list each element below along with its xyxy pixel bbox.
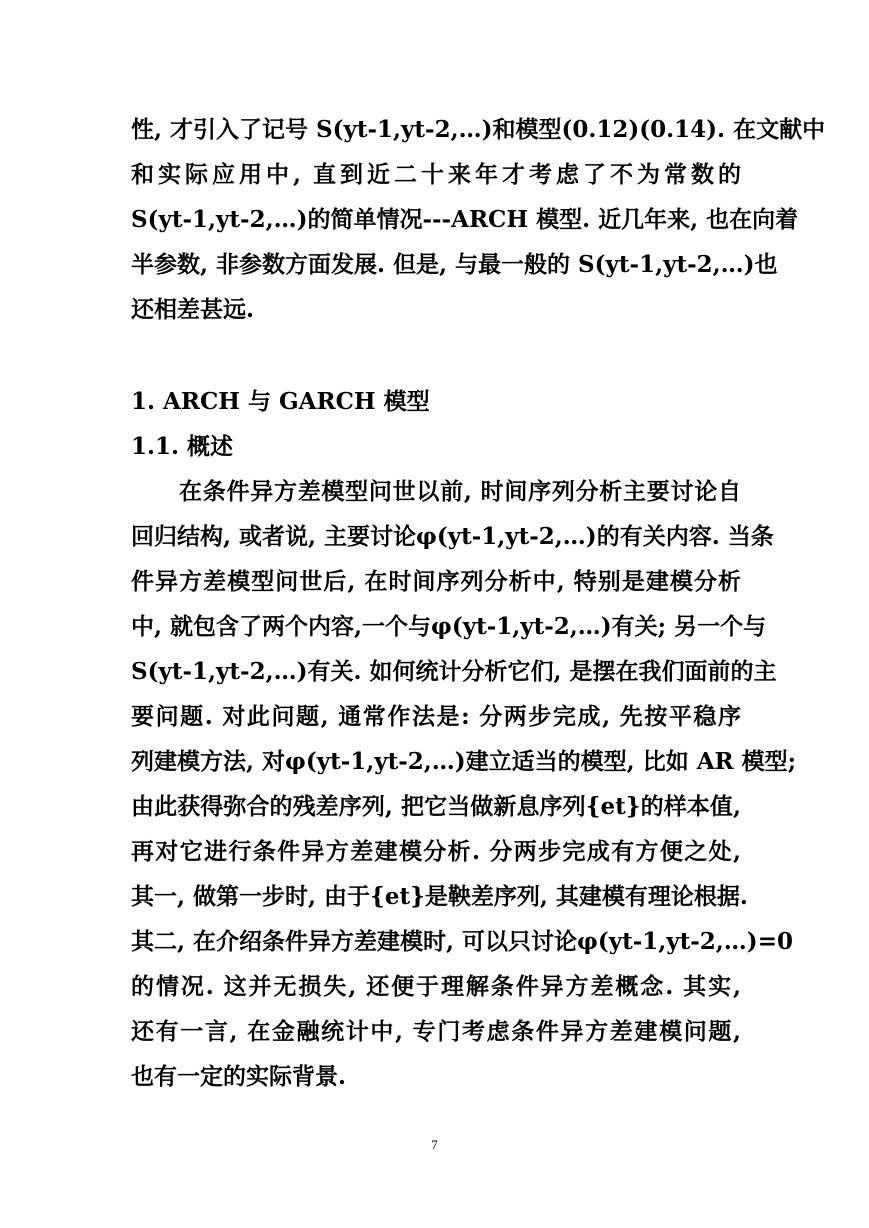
paragraph-2-line-4: 中, 就包含了两个内容,一个与φ(yt-1,yt-2,…)有关; 另一个与 [131,613,767,640]
paragraph-2-line-10: 其一, 做第一步时, 由于{et}是鞅差序列, 其建模有理论根据. [131,883,748,910]
paragraph-1-line-4: 半参数, 非参数方面发展. 但是, 与最一般的 S(yt-1,yt-2,…)也 [131,251,778,278]
paragraph-2-line-7: 列建模方法, 对φ(yt-1,yt-2,…)建立适当的模型, 比如 AR 模型; [131,748,797,775]
paragraph-2-line-9: 再对它进行条件异方差建模分析. 分两步完成有方便之处, [131,838,741,865]
paragraph-2-line-8: 由此获得弥合的残差序列, 把它当做新息序列{et}的样本值, [131,793,741,820]
paragraph-2-line-6: 要问题. 对此问题, 通常作法是: 分两步完成, 先按平稳序 [131,703,741,730]
paragraph-2-line-14: 也有一定的实际背景. [131,1063,347,1090]
paragraph-1-line-1: 性, 才引入了记号 S(yt-1,yt-2,…)和模型(0.12)(0.14). 在文献中 [131,116,826,143]
paragraph-1-line-5: 还相差甚远. [131,296,255,323]
paragraph-2-line-3: 件异方差模型问世后, 在时间序列分析中, 特别是建模分析 [131,568,741,595]
page-number: 7 [431,1137,438,1152]
paragraph-2-line-5: S(yt-1,yt-2,…)有关. 如何统计分析它们, 是摆在我们面前的主 [131,658,777,685]
paragraph-1-line-2: 和实际应用中, 直到近二十来年才考虑了不为常数的 [131,161,741,188]
paragraph-2-line-1: 在条件异方差模型问世以前, 时间序列分析主要讨论自 [179,478,741,505]
paragraph-1-line-3: S(yt-1,yt-2,…)的简单情况---ARCH 模型. 近几年来, 也在向着 [131,206,799,233]
section-heading: 1. ARCH 与 GARCH 模型 [131,388,430,415]
paragraph-2-line-2: 回归结构, 或者说, 主要讨论φ(yt-1,yt-2,…)的有关内容. 当条 [131,523,774,550]
paragraph-2-line-12: 的情况. 这并无损失, 还便于理解条件异方差概念. 其实, [131,973,741,1000]
paragraph-2-line-13: 还有一言, 在金融统计中, 专门考虑条件异方差建模问题, [131,1018,741,1045]
subsection-heading: 1.1. 概述 [131,433,234,460]
paragraph-2-line-11: 其二, 在介绍条件异方差建模时, 可以只讨论φ(yt-1,yt-2,…)=0 [131,928,793,955]
